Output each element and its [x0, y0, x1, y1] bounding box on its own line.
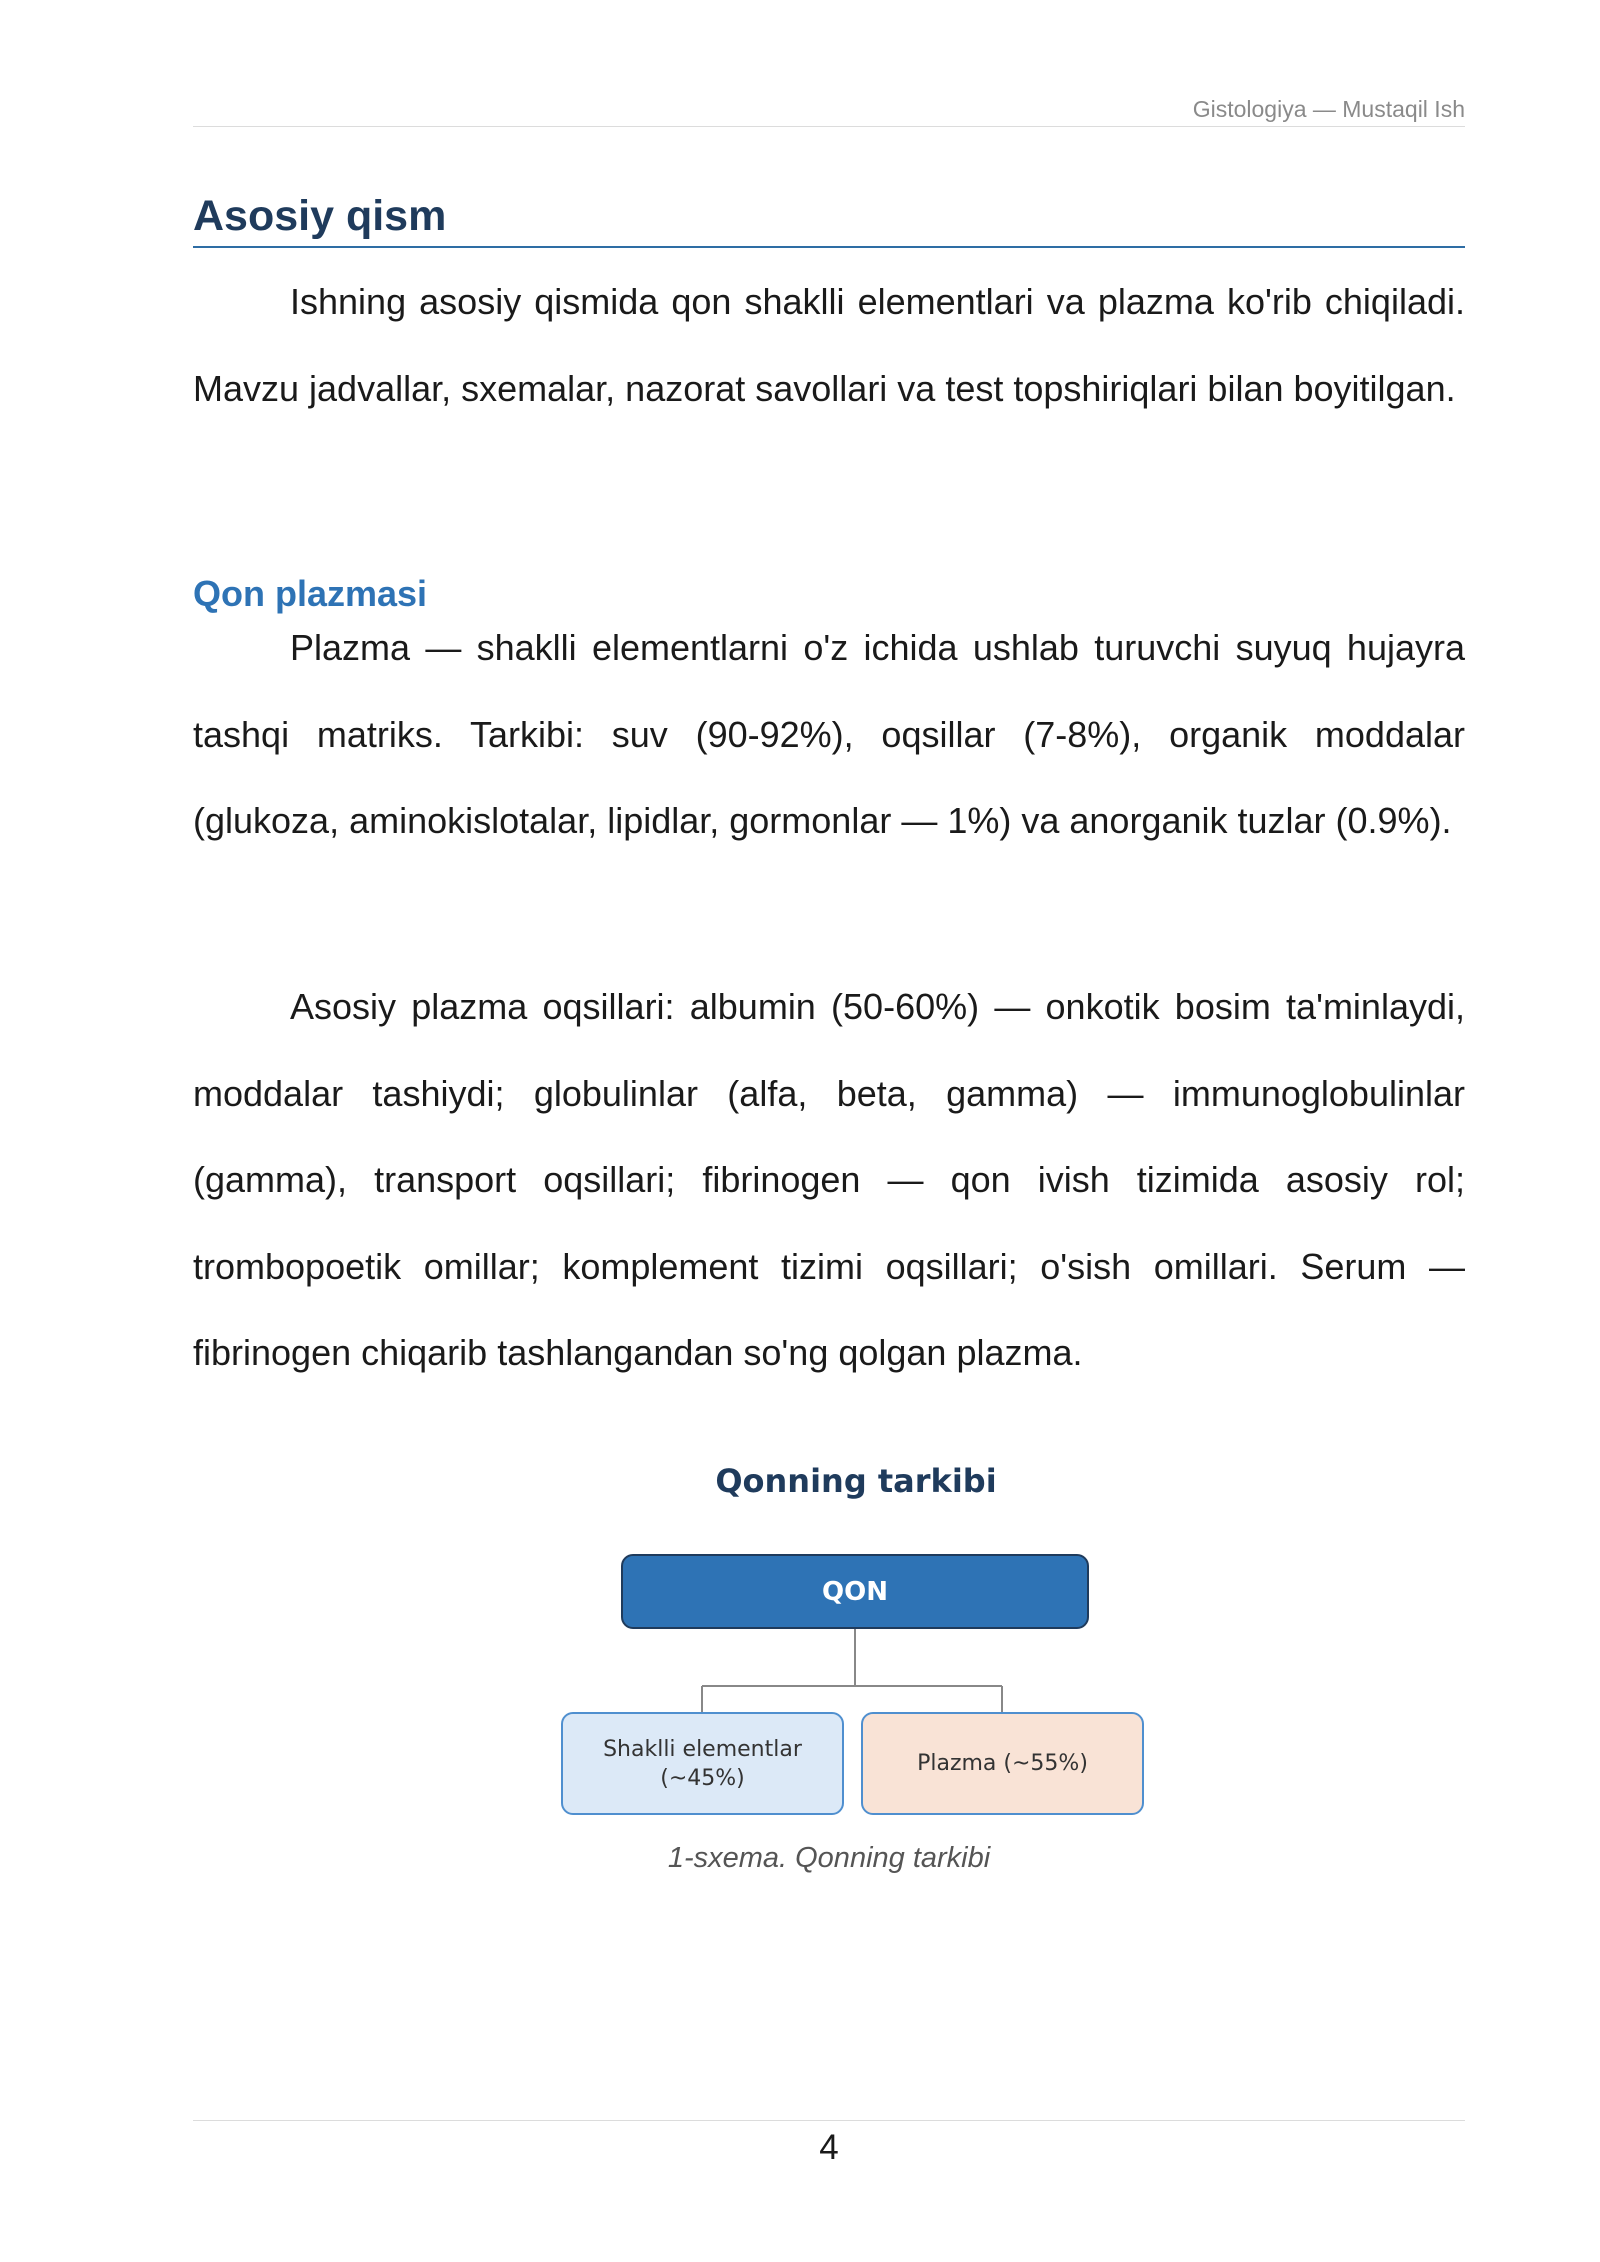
running-header-title: Gistologiya — Mustaqil Ish — [1192, 96, 1465, 122]
node-formed-elements-percent: (~45%) — [660, 1765, 745, 1791]
diagram-title: Qonning tarkibi — [715, 1462, 997, 1500]
subsection-heading: Qon plazmasi — [193, 573, 428, 614]
plasma-proteins-paragraph: Asosiy plazma oqsillari: albumin (50-60%) — onkotik bosim ta'minlaydi, moddalar tashiydi; globulinlar (alfa, beta, gamma) — immunoglobulinlar (gamma), transport oqsillari; fibrinogen — qon ivish tizimida asosiy rol; trombopoetik omillar; komplement tizimi oqsillari; o'sish omillari. Serum — fibrinogen chiqarib tashlangandan so'ng qolgan plazma. — [193, 986, 1465, 1373]
node-qon — [621, 1554, 1089, 1629]
intro-paragraph: Ishning asosiy qismida qon shaklli elementlari va plazma ko'rib chiqiladi. Mavzu jadvallar, sxemalar, nazorat savollari va test topshiriqlari bilan boyitilgan. — [193, 281, 1465, 409]
footer-rule — [193, 2120, 1465, 2121]
blood-composition-diagram — [193, 1430, 1465, 1930]
node-formed-elements-label: Shaklli elementlar — [603, 1736, 802, 1762]
node-formed-elements — [561, 1712, 844, 1815]
node-plasma-label: Plazma (~55%) — [917, 1751, 1088, 1776]
node-qon-label: QON — [822, 1576, 888, 1607]
running-header — [193, 92, 1465, 127]
page-number: 4 — [819, 2128, 839, 2167]
node-plasma — [861, 1712, 1144, 1815]
diagram-caption: 1-sxema. Qonning tarkibi — [667, 1842, 991, 1874]
section-heading: Asosiy qism — [193, 188, 1465, 248]
plasma-paragraph: Plazma — shaklli elementlarni o'z ichida ushlab turuvchi suyuq hujayra tashqi matriks. Tarkibi: suv (90-92%), oqsillar (7-8%), organik moddalar (glukoza, aminokislotalar, lipidlar, gormonlar — 1%) va anorganik tuzlar (0.9%). — [193, 627, 1465, 841]
